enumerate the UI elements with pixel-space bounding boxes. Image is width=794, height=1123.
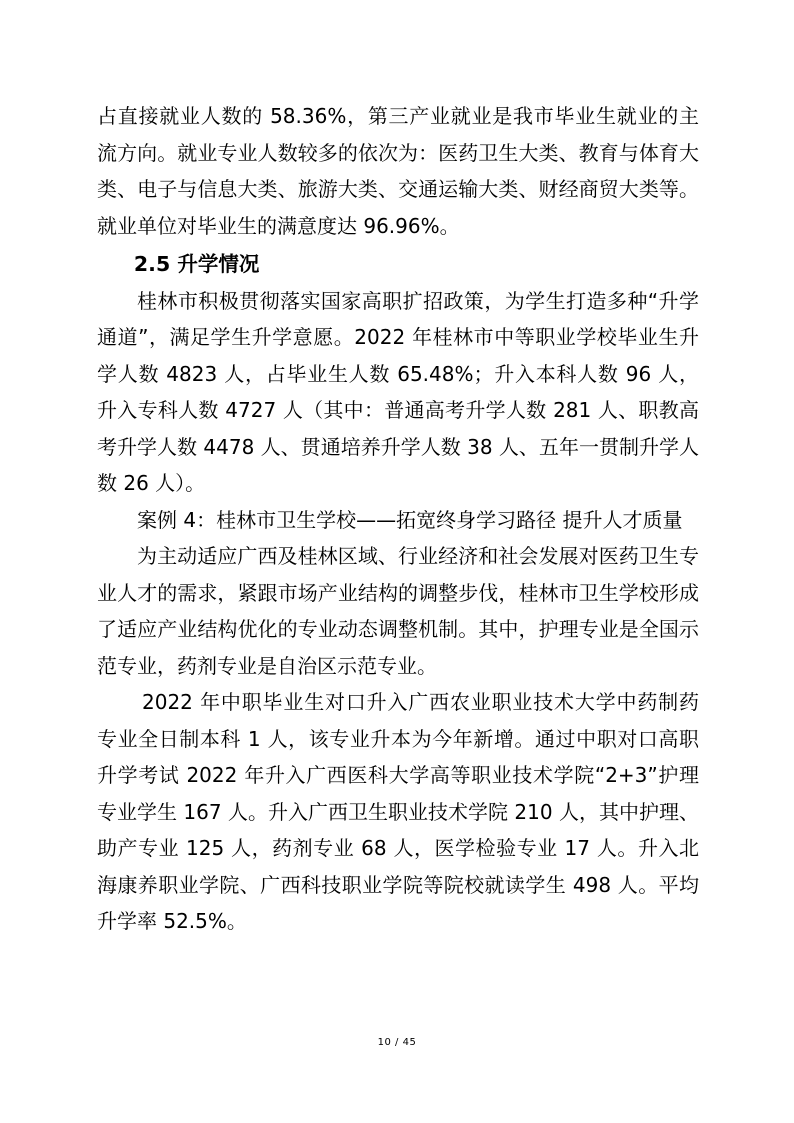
case-study-results-paragraph: 2022 年中职毕业生对口升入广西农业职业技术大学中药制药专业全日制本科 1 人，该专业升本为今年新增。通过中职对口高职升学考试 2022 年升入广西医科大学高等职业技术学院“2+3”护理专业学生 167 人。升入广西卫生职业技术学院 210 人，其中护理、助产专业 125 人，药剂专业 68 人，医学检验专业 17 人。升入北海康养职业学院、广西科技职业学院等院校就读学生 498 人。平均升学率 52.5%。 [97,690,699,933]
case-study-intro-paragraph: 为主动适应广西及桂林区域、行业经济和社会发展对医药卫生专业人才的需求，紧跟市场产业结构的调整步伐，桂林市卫生学校形成了适应产业结构优化的专业动态调整机制。其中，护理专业是全国示范专业，药剂专业是自治区示范专业。 [97,544,699,678]
employment-summary-paragraph: 占直接就业人数的 58.36%，第三产业就业是我市毕业生就业的主流方向。就业专业人数较多的依次为：医药卫生大类、教育与体育大类、电子与信息大类、旅游大类、交通运输大类、财经商贸大类等。就业单位对毕业生的满意度达 96.96%。 [97,104,699,238]
case-study-title: 案例 4：桂林市卫生学校——拓宽终身学习路径 提升人才质量 [137,507,683,532]
page-body [97,98,699,940]
section-heading-further-education: 2.5 升学情况 [133,252,260,276]
further-education-paragraph: 桂林市积极贯彻落实国家高职扩招政策，为学生打造多种“升学通道”，满足学生升学意愿。2022 年桂林市中等职业学校毕业生升学人数 4823 人，占毕业生人数 65.48%；升入本科人数 96 人，升入专科人数 4727 人（其中：普通高考升学人数 281 人、职教高考升学人数 4478 人、贯通培养升学人数 38 人、五年一贯制升学人数 26 人）。 [97,288,699,495]
page-number: 10 / 45 [377,1037,417,1048]
